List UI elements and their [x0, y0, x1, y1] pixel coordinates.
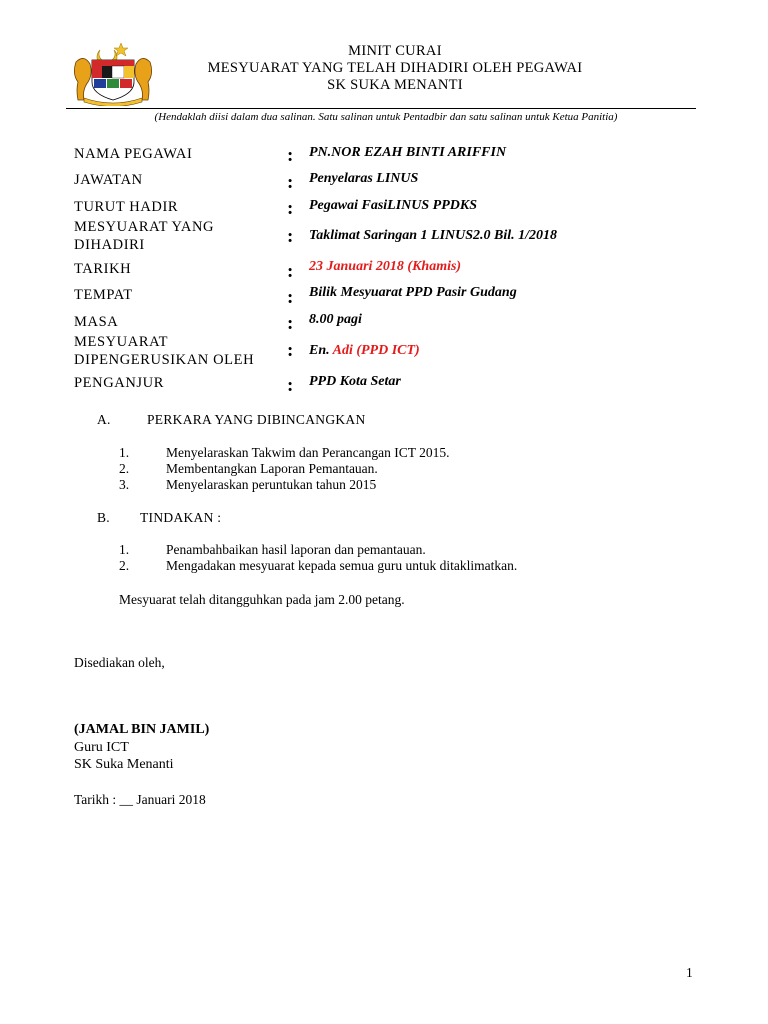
list-item: Mengadakan mesyuarat kepada semua guru untuk ditaklimatkan. [166, 558, 518, 573]
list-item-number: 3. [119, 477, 130, 492]
instruction-note: (Hendaklah diisi dalam dua salinan. Satu salinan untuk Pentadbir dan satu salinan untuk Ketua Panitia) [154, 111, 618, 123]
header-divider [66, 108, 696, 109]
mesyuarat-value: Taklimat Saringan 1 LINUS2.0 Bil. 1/2018 [309, 228, 558, 243]
list-item-number: 1. [119, 445, 130, 460]
tarikh-label: TARIKH [74, 261, 132, 277]
title-line-2: MESYUARAT YANG TELAH DIHADIRI OLEH PEGAWAI [207, 60, 583, 76]
page-number: 1 [686, 965, 693, 980]
title-line-3: SK SUKA MENANTI [327, 77, 463, 93]
colon: : [287, 261, 294, 282]
list-item: Menyelaraskan Takwim dan Perancangan ICT 2015. [166, 445, 450, 460]
list-item-number: 1. [119, 542, 130, 557]
pengerusi-prefix: En. [309, 343, 330, 358]
pengerusi-label-line-1: MESYUARAT [74, 334, 169, 350]
masa-value: 8.00 pagi [309, 312, 362, 327]
pengerusi-name: Adi (PPD ICT) [332, 343, 420, 358]
colon: : [287, 313, 294, 334]
list-item: Penambahbaikan hasil laporan dan pemantauan. [166, 542, 426, 557]
jawatan-label: JAWATAN [74, 172, 143, 188]
title-line-1: MINIT CURAI [348, 43, 442, 59]
turut-hadir-value: Pegawai FasiLINUS PPDKS [309, 198, 478, 213]
tempat-value: Bilik Mesyuarat PPD Pasir Gudang [309, 285, 517, 300]
coat-of-arms-logo [70, 40, 156, 106]
mesyuarat-label-line-1: MESYUARAT YANG [74, 219, 215, 235]
jawatan-value: Penyelaras LINUS [309, 171, 419, 186]
penganjur-label: PENGANJUR [74, 375, 164, 391]
section-a-letter: A. [97, 412, 111, 427]
signatory-position: Guru ICT [74, 740, 129, 755]
colon: : [287, 172, 294, 193]
colon: : [287, 340, 294, 361]
signature-date: Tarikh : __ Januari 2018 [74, 792, 206, 807]
colon: : [287, 145, 294, 166]
colon: : [287, 198, 294, 219]
list-item-number: 2. [119, 558, 130, 573]
section-b-title: TINDAKAN : [140, 510, 222, 525]
list-item: Menyelaraskan peruntukan tahun 2015 [166, 477, 377, 492]
turut-hadir-label: TURUT HADIR [74, 199, 179, 215]
prepared-by-label: Disediakan oleh, [74, 655, 165, 670]
section-a-title: PERKARA YANG DIBINCANGKAN [147, 412, 366, 427]
signatory-name: (JAMAL BIN JAMIL) [74, 722, 210, 737]
mesyuarat-label-line-2: DIHADIRI [74, 237, 145, 253]
masa-label: MASA [74, 314, 119, 330]
pengerusi-value [309, 343, 420, 359]
nama-pegawai-value: PN.NOR EZAH BINTI ARIFFIN [309, 145, 507, 160]
adjournment-note: Mesyuarat telah ditangguhkan pada jam 2.00 petang. [119, 592, 405, 607]
pengerusi-label-line-2: DIPENGERUSIKAN OLEH [74, 352, 255, 368]
tarikh-value: 23 Januari 2018 (Khamis) [309, 259, 462, 274]
penganjur-value: PPD Kota Setar [309, 374, 401, 389]
colon: : [287, 287, 294, 308]
list-item: Membentangkan Laporan Pemantauan. [166, 461, 378, 476]
nama-pegawai-label: NAMA PEGAWAI [74, 146, 193, 162]
colon: : [287, 226, 294, 247]
tempat-label: TEMPAT [74, 287, 133, 303]
list-item-number: 2. [119, 461, 130, 476]
signatory-school: SK Suka Menanti [74, 757, 174, 772]
section-b-letter: B. [97, 510, 110, 525]
colon: : [287, 375, 294, 396]
